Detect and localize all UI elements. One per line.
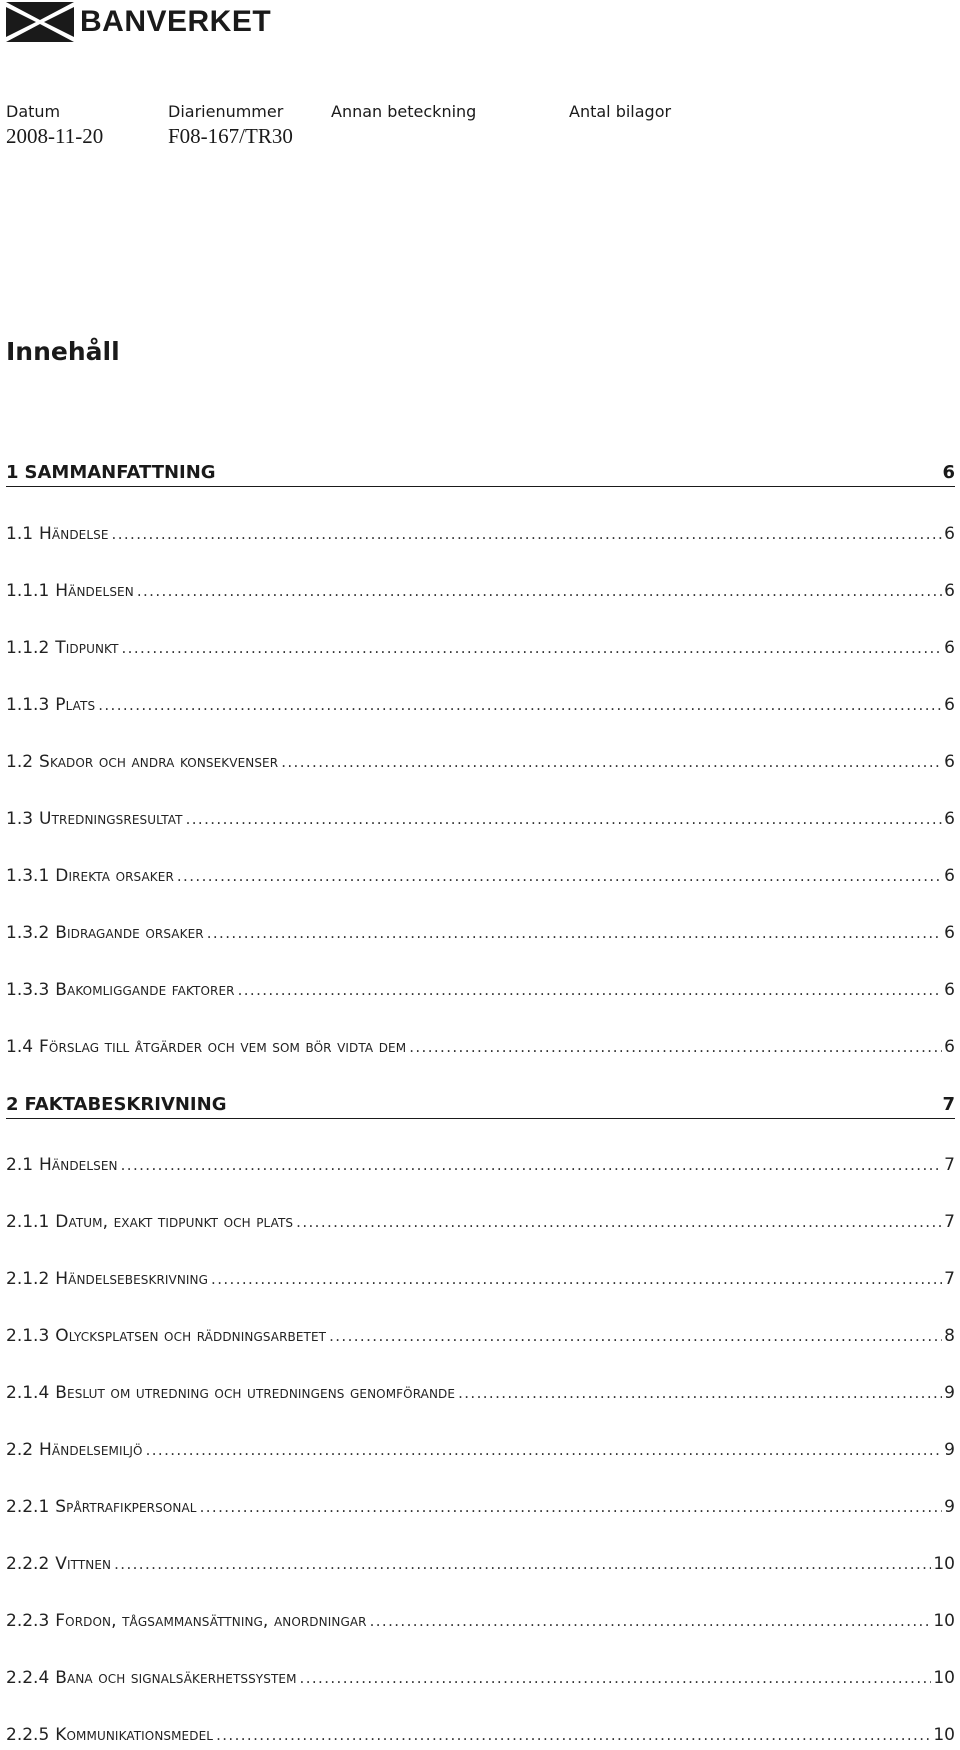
toc-page-number: 7 — [944, 1269, 955, 1289]
toc-title: Fordon, tågsammansättning, anordningar — [55, 1611, 367, 1631]
toc-title: Förslag till åtgärder och vem som bör vidta dem — [39, 1037, 407, 1057]
toc-title: Händelsebeskrivning — [55, 1269, 209, 1289]
toc-leader — [98, 696, 942, 714]
toc-page-number: 9 — [944, 1497, 955, 1517]
toc-number: 1.1.1 — [6, 581, 50, 601]
toc-leader — [146, 1441, 943, 1459]
toc-number: 2.2.5 — [6, 1725, 50, 1745]
toc-entry[interactable] — [6, 1037, 955, 1057]
toc-entry[interactable] — [6, 695, 955, 715]
toc-title: Händelsemiljö — [39, 1440, 143, 1460]
toc-title: Kommunikationsmedel — [55, 1725, 214, 1745]
toc-page-number: 7 — [944, 1155, 955, 1175]
toc-entry[interactable] — [6, 809, 955, 829]
banverket-logo — [6, 2, 271, 42]
toc-entry[interactable] — [6, 980, 955, 1000]
toc-page-number: 7 — [944, 1212, 955, 1232]
toc-number: 1.3.1 — [6, 866, 50, 886]
toc-number: 2.1.2 — [6, 1269, 50, 1289]
toc-entry[interactable] — [6, 1326, 955, 1346]
toc-number: 2.1.4 — [6, 1383, 50, 1403]
toc-page-number: 6 — [944, 638, 955, 658]
toc-number: 1.3 — [6, 809, 34, 829]
toc-leader — [370, 1612, 932, 1630]
toc-title: Direkta orsaker — [55, 866, 174, 886]
toc-title: Datum, exakt tidpunkt och plats — [55, 1212, 294, 1232]
toc-page-number: 6 — [944, 581, 955, 601]
toc-entry[interactable] — [6, 1497, 955, 1517]
toc-leader — [112, 525, 943, 543]
meta-annan-beteckning-label: Annan beteckning — [331, 102, 477, 121]
toc-entry[interactable] — [6, 1440, 955, 1460]
meta-date — [6, 102, 103, 148]
toc-page-number: 6 — [944, 923, 955, 943]
toc-entry[interactable] — [6, 1611, 955, 1631]
toc-leader — [216, 1726, 931, 1744]
meta-annan-beteckning — [331, 102, 476, 124]
meta-antal-bilagor — [569, 102, 671, 124]
toc-leader — [177, 867, 942, 885]
meta-diarienummer — [168, 102, 293, 148]
toc-leader — [200, 1498, 943, 1516]
toc-number: 1.3.2 — [6, 923, 50, 943]
toc-page-number: 6 — [944, 866, 955, 886]
toc-title: FAKTABESKRIVNING — [24, 1094, 227, 1115]
toc-number: 2.2.1 — [6, 1497, 50, 1517]
meta-diarienummer-label: Diarienummer — [168, 102, 284, 121]
toc-leader — [409, 1038, 942, 1056]
toc-leader — [121, 1156, 943, 1174]
toc-leader — [238, 981, 943, 999]
toc-title: Bakomliggande faktorer — [55, 980, 235, 1000]
toc-page-number: 6 — [944, 1037, 955, 1057]
toc-title: SAMMANFATTNING — [24, 462, 216, 483]
toc-page-number: 6 — [944, 980, 955, 1000]
toc-entry[interactable] — [6, 1383, 955, 1403]
meta-antal-bilagor-label: Antal bilagor — [569, 102, 672, 121]
toc-entry[interactable] — [6, 581, 955, 601]
toc-page-number: 10 — [933, 1725, 955, 1745]
toc-title: Händelsen — [55, 581, 134, 601]
toc-number: 2.2.2 — [6, 1554, 50, 1574]
toc-number: 1.4 — [6, 1037, 34, 1057]
toc-entry[interactable] — [6, 462, 955, 487]
toc-leader — [300, 1669, 932, 1687]
toc-leader — [114, 1555, 931, 1573]
toc-entry[interactable] — [6, 1155, 955, 1175]
toc-leader — [137, 582, 942, 600]
toc-entry[interactable] — [6, 638, 955, 658]
toc-page-number: 10 — [933, 1554, 955, 1574]
toc-number: 2.1.1 — [6, 1212, 50, 1232]
toc-title: Händelsen — [39, 1155, 118, 1175]
toc-title: Plats — [55, 695, 96, 715]
toc-leader — [207, 924, 942, 942]
toc-title: Utredningsresultat — [39, 809, 183, 829]
toc-page-number: 9 — [944, 1440, 955, 1460]
meta-date-label: Datum — [6, 102, 61, 121]
toc-number: 2.1 — [6, 1155, 34, 1175]
toc-page-number: 9 — [944, 1383, 955, 1403]
toc-title: Beslut om utredning och utredningens genomförande — [55, 1383, 456, 1403]
toc-page-number: 7 — [942, 1094, 955, 1115]
toc-title: Bidragande orsaker — [55, 923, 204, 943]
toc-entry[interactable] — [6, 524, 955, 544]
toc-title: Skador och andra konsekvenser — [39, 752, 279, 772]
brand-name: BANVERKET — [80, 5, 272, 38]
page-title: Innehåll — [6, 337, 120, 366]
toc-entry[interactable] — [6, 923, 955, 943]
toc-entry[interactable] — [6, 1212, 955, 1232]
toc-page-number: 6 — [944, 752, 955, 772]
toc-page-number: 6 — [944, 524, 955, 544]
toc-page-number: 6 — [942, 462, 955, 483]
toc-leader — [281, 753, 942, 771]
toc-title: Tidpunkt — [55, 638, 119, 658]
toc-page-number: 8 — [944, 1326, 955, 1346]
toc-number: 1.1.2 — [6, 638, 50, 658]
toc-number: 1.1.3 — [6, 695, 50, 715]
banverket-logo-icon — [6, 2, 74, 42]
toc-entry[interactable] — [6, 1554, 955, 1574]
toc-number: 1.3.3 — [6, 980, 50, 1000]
meta-diarienummer-value: F08-167/TR30 — [168, 124, 293, 148]
toc-number: 1.1 — [6, 524, 34, 544]
toc-number: 2.1.3 — [6, 1326, 50, 1346]
toc-page-number: 10 — [933, 1611, 955, 1631]
toc-leader — [296, 1213, 942, 1231]
toc-leader — [329, 1327, 942, 1345]
toc-number: 2.2.3 — [6, 1611, 50, 1631]
toc-page-number: 6 — [944, 809, 955, 829]
toc-entry[interactable] — [6, 1668, 955, 1688]
toc-number: 1 — [6, 462, 19, 483]
meta-date-value: 2008-11-20 — [6, 124, 104, 148]
toc-entry[interactable] — [6, 866, 955, 886]
toc-leader — [458, 1384, 942, 1402]
toc-leader — [122, 639, 943, 657]
toc-number: 2.2.4 — [6, 1668, 50, 1688]
toc-title: Spårtrafikpersonal — [55, 1497, 197, 1517]
toc-entry[interactable] — [6, 1094, 955, 1119]
toc-number: 1.2 — [6, 752, 34, 772]
toc-page-number: 10 — [933, 1668, 955, 1688]
toc-leader — [186, 810, 943, 828]
toc-title: Bana och signalsäkerhetssystem — [55, 1668, 297, 1688]
toc-entry[interactable] — [6, 1725, 955, 1745]
toc-entry[interactable] — [6, 1269, 955, 1289]
toc-entry[interactable] — [6, 752, 955, 772]
toc-leader — [211, 1270, 942, 1288]
toc-page-number: 6 — [944, 695, 955, 715]
toc-title: Händelse — [39, 524, 109, 544]
toc-title: Olycksplatsen och räddningsarbetet — [55, 1326, 327, 1346]
toc-number: 2 — [6, 1094, 19, 1115]
toc-title: Vittnen — [55, 1554, 112, 1574]
toc-number: 2.2 — [6, 1440, 34, 1460]
